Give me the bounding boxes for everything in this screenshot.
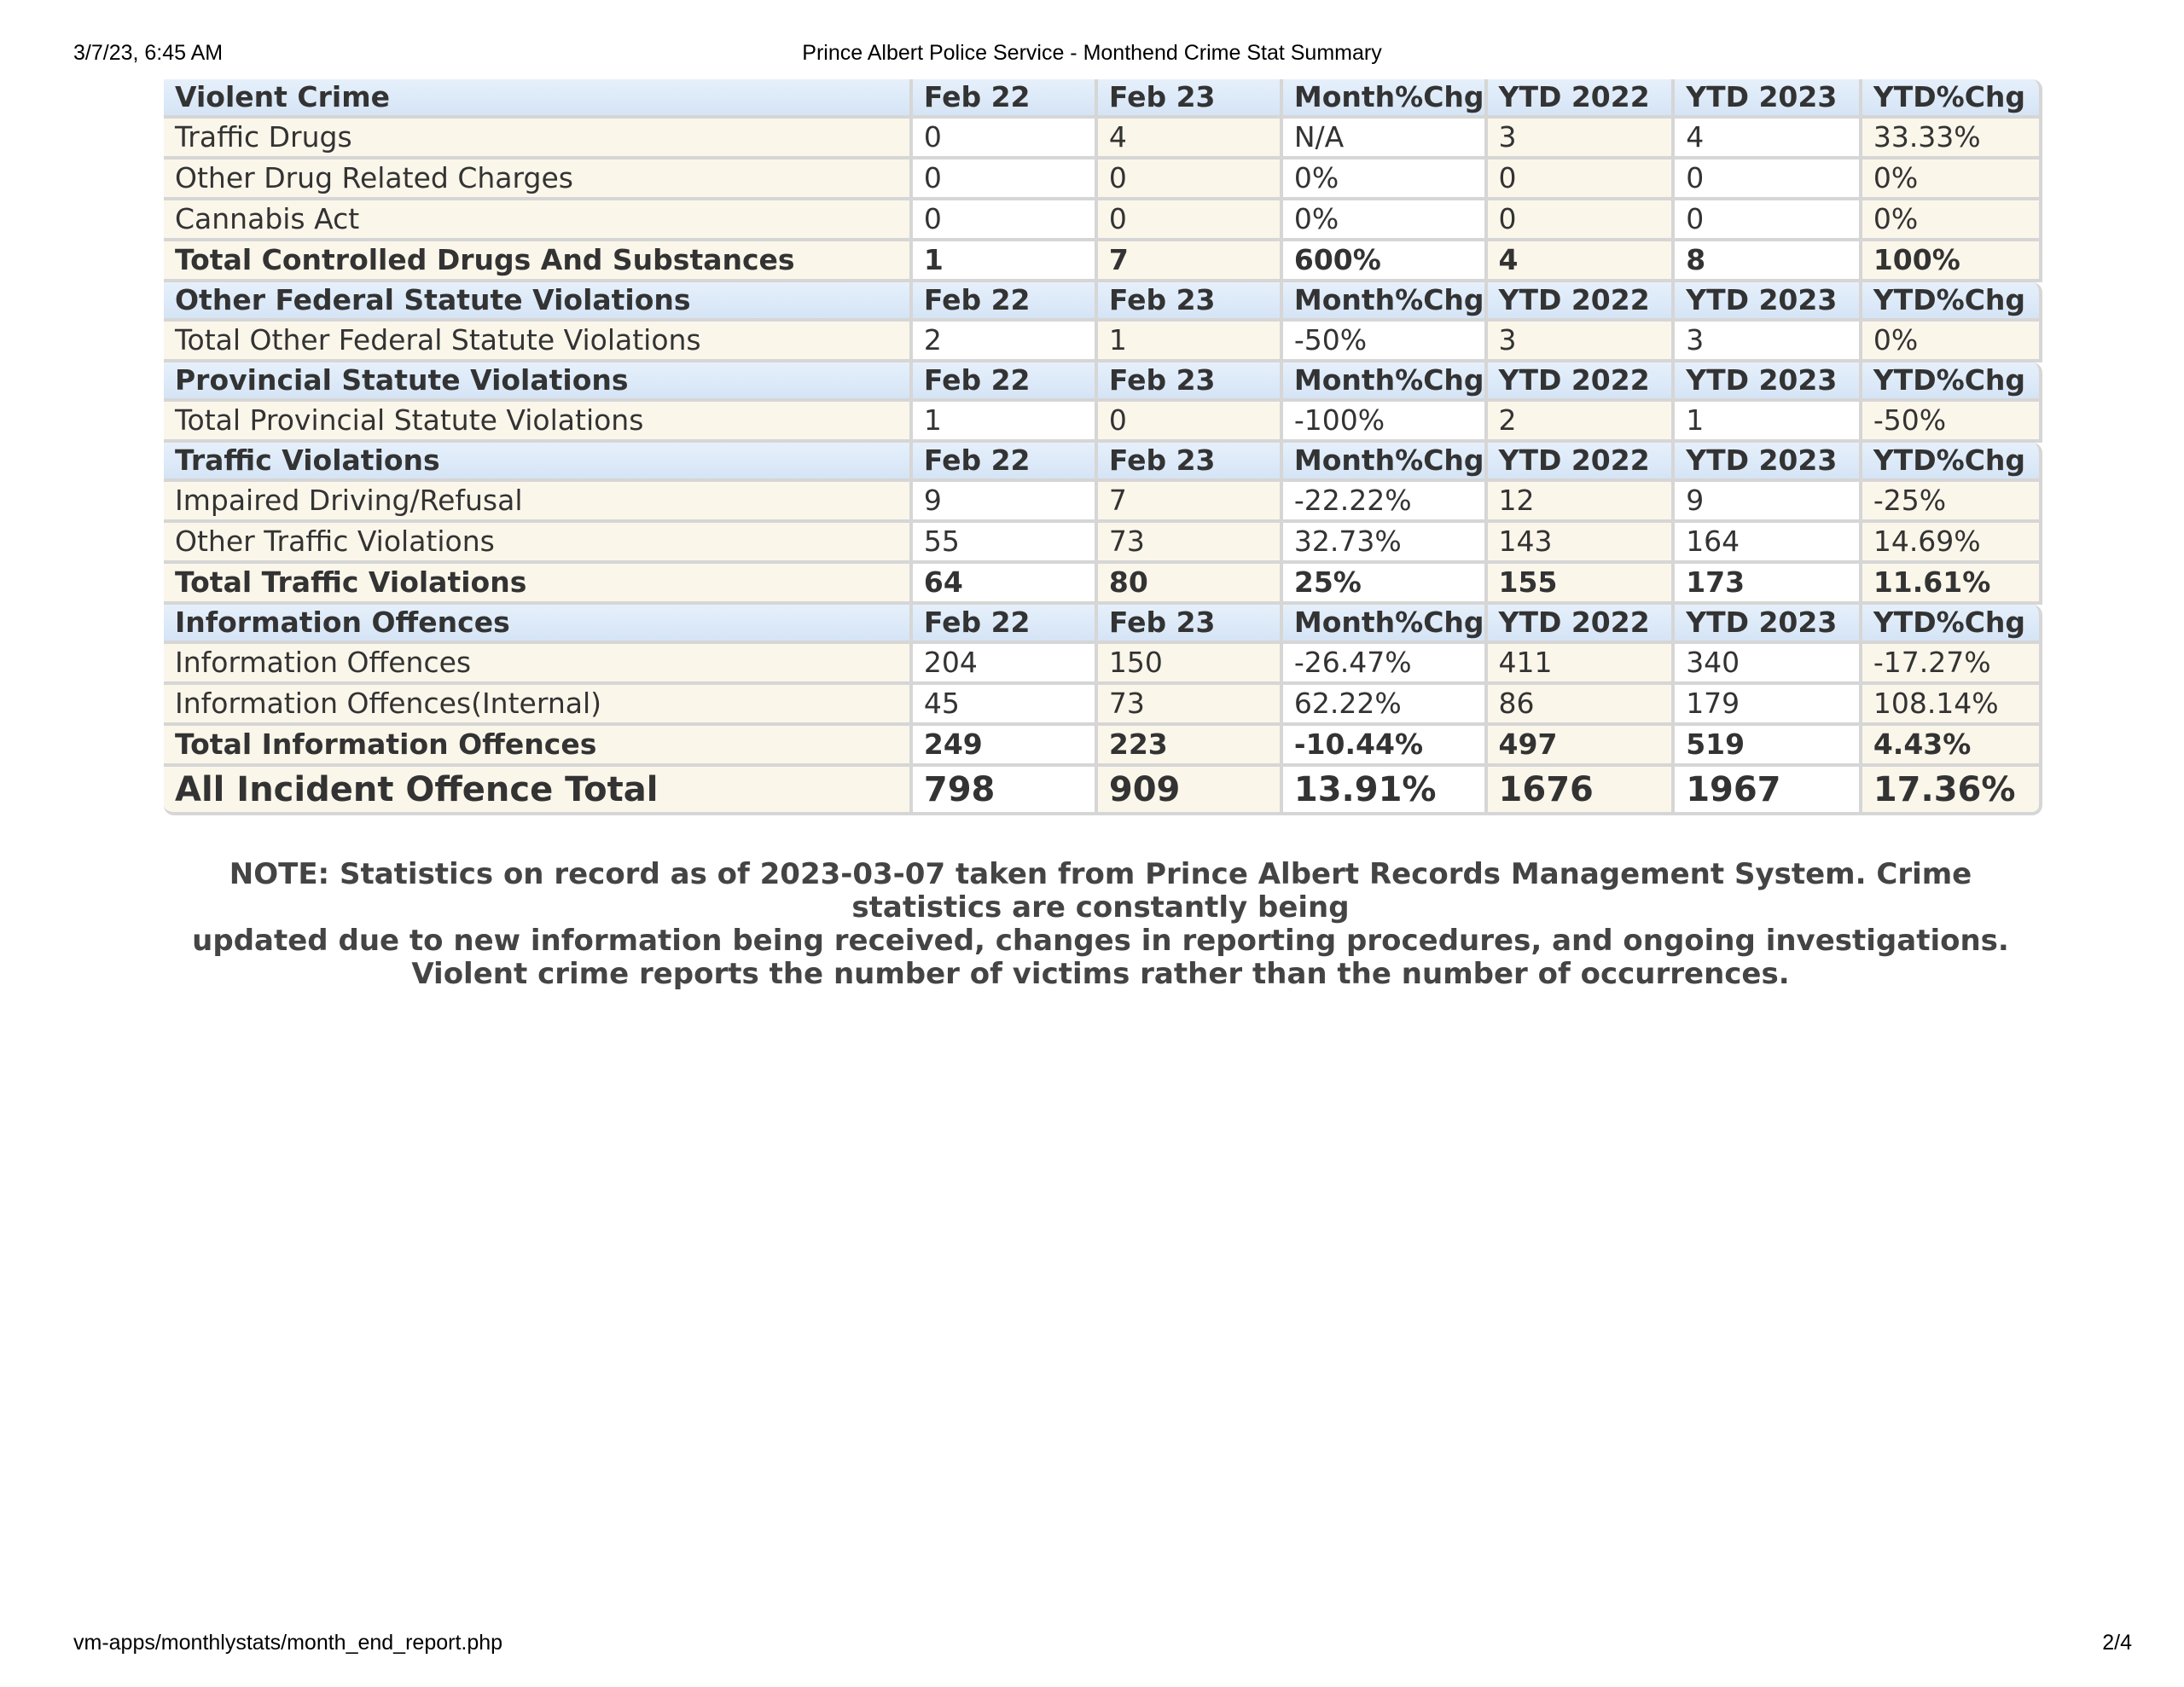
column-header: YTD%Chg	[1862, 443, 2042, 482]
table-cell: 0	[913, 119, 1098, 159]
column-header: YTD 2023	[1675, 443, 1862, 482]
table-cell: 1967	[1675, 767, 1862, 815]
table-cell: 150	[1098, 644, 1283, 685]
table-cell: 33.33%	[1862, 119, 2042, 159]
section-header-row	[164, 605, 2042, 644]
table-cell: 0%	[1862, 159, 2042, 200]
column-header: YTD%Chg	[1862, 282, 2042, 322]
table-cell: 25%	[1283, 564, 1488, 605]
section-title: Violent Crime	[164, 79, 913, 119]
table-cell: 108.14%	[1862, 685, 2042, 726]
table-cell: 11.61%	[1862, 564, 2042, 605]
note-line: Violent crime reports the number of victims rather than the number of occurrences.	[411, 957, 1790, 991]
table-row	[164, 200, 2042, 241]
table-cell: 249	[913, 726, 1098, 767]
table-cell: 17.36%	[1862, 767, 2042, 815]
column-header: YTD 2023	[1675, 282, 1862, 322]
table-cell: 2	[913, 322, 1098, 362]
table-cell: 4	[1675, 119, 1862, 159]
table-cell: 80	[1098, 564, 1283, 605]
total-row	[164, 726, 2042, 767]
table-cell: 519	[1675, 726, 1862, 767]
table-cell: 4	[1488, 241, 1676, 282]
table-cell: -26.47%	[1283, 644, 1488, 685]
row-label: Cannabis Act	[164, 200, 913, 241]
table-cell: 64	[913, 564, 1098, 605]
table-row	[164, 402, 2042, 443]
table-cell: 155	[1488, 564, 1676, 605]
row-label: Total Provincial Statute Violations	[164, 402, 913, 443]
column-header: Feb 22	[913, 282, 1098, 322]
table-cell: 4.43%	[1862, 726, 2042, 767]
row-label: Other Drug Related Charges	[164, 159, 913, 200]
section-header-row	[164, 443, 2042, 482]
row-label: Impaired Driving/Refusal	[164, 482, 913, 523]
table-cell: 0%	[1283, 159, 1488, 200]
table-row	[164, 644, 2042, 685]
table-cell: 45	[913, 685, 1098, 726]
table-cell: 73	[1098, 523, 1283, 564]
row-label: Traffic Drugs	[164, 119, 913, 159]
page-number: 2/4	[2102, 1631, 2132, 1655]
page-title: Prince Albert Police Service - Monthend Crime Stat Summary	[802, 41, 1382, 65]
table-row	[164, 322, 2042, 362]
table-cell: 3	[1675, 322, 1862, 362]
table-cell: 3	[1488, 322, 1676, 362]
table-cell: 73	[1098, 685, 1283, 726]
print-datetime: 3/7/23, 6:45 AM	[73, 41, 224, 65]
row-label: Total Other Federal Statute Violations	[164, 322, 913, 362]
table-cell: 100%	[1862, 241, 2042, 282]
table-cell: 1	[1098, 322, 1283, 362]
column-header: YTD%Chg	[1862, 605, 2042, 644]
column-header: Feb 22	[913, 79, 1098, 119]
table-cell: 2	[1488, 402, 1676, 443]
table-cell: 8	[1675, 241, 1862, 282]
table-row	[164, 523, 2042, 564]
table-cell: 0	[1675, 200, 1862, 241]
grand-total-row	[164, 767, 2042, 815]
table-row	[164, 685, 2042, 726]
section-title: Information Offences	[164, 605, 913, 644]
section-header-row	[164, 282, 2042, 322]
table-cell: 600%	[1283, 241, 1488, 282]
table-cell: 223	[1098, 726, 1283, 767]
table-cell: 143	[1488, 523, 1676, 564]
column-header: Feb 22	[913, 443, 1098, 482]
table-cell: 164	[1675, 523, 1862, 564]
table-cell: 411	[1488, 644, 1676, 685]
table-cell: 798	[913, 767, 1098, 815]
section-title: Provincial Statute Violations	[164, 362, 913, 402]
table-cell: 0%	[1862, 322, 2042, 362]
column-header: Month%Chg	[1283, 605, 1488, 644]
column-header: Feb 22	[913, 605, 1098, 644]
table-cell: 9	[913, 482, 1098, 523]
column-header: YTD 2022	[1488, 79, 1676, 119]
table-cell: 55	[913, 523, 1098, 564]
column-header: YTD 2022	[1488, 605, 1676, 644]
column-header: Feb 23	[1098, 79, 1283, 119]
section-title: Other Federal Statute Violations	[164, 282, 913, 322]
column-header: YTD 2022	[1488, 282, 1676, 322]
note-line: updated due to new information being received, changes in reporting procedures, and ongoing investigations.	[192, 924, 2009, 958]
crime-stats-table-body	[164, 79, 2042, 815]
table-row	[164, 159, 2042, 200]
column-header: Feb 23	[1098, 362, 1283, 402]
table-cell: 497	[1488, 726, 1676, 767]
column-header: YTD 2023	[1675, 79, 1862, 119]
table-cell: N/A	[1283, 119, 1488, 159]
table-cell: -100%	[1283, 402, 1488, 443]
table-cell: 0%	[1283, 200, 1488, 241]
row-label: Information Offences(Internal)	[164, 685, 913, 726]
column-header: YTD%Chg	[1862, 362, 2042, 402]
table-cell: 13.91%	[1283, 767, 1488, 815]
column-header: YTD 2022	[1488, 362, 1676, 402]
section-header-row	[164, 79, 2042, 119]
table-cell: 0	[1488, 159, 1676, 200]
table-cell: 4	[1098, 119, 1283, 159]
table-cell: 909	[1098, 767, 1283, 815]
column-header: Feb 23	[1098, 282, 1283, 322]
column-header: Month%Chg	[1283, 79, 1488, 119]
column-header: YTD 2023	[1675, 605, 1862, 644]
total-row	[164, 564, 2042, 605]
row-label: All Incident Offence Total	[164, 767, 913, 815]
note-line: NOTE: Statistics on record as of 2023-03-07 taken from Prince Albert Records Management System. Crime statistics are constantly being	[229, 857, 1972, 925]
table-cell: 0	[913, 200, 1098, 241]
table-cell: 0	[1098, 159, 1283, 200]
section-title: Traffic Violations	[164, 443, 913, 482]
table-cell: -50%	[1862, 402, 2042, 443]
table-cell: 0	[913, 159, 1098, 200]
column-header: Month%Chg	[1283, 443, 1488, 482]
column-header: Feb 22	[913, 362, 1098, 402]
table-cell: 32.73%	[1283, 523, 1488, 564]
table-cell: 14.69%	[1862, 523, 2042, 564]
page-url: vm-apps/monthlystats/month_end_report.php	[73, 1631, 503, 1655]
table-cell: -17.27%	[1862, 644, 2042, 685]
column-header: YTD%Chg	[1862, 79, 2042, 119]
column-header: Month%Chg	[1283, 362, 1488, 402]
table-cell: 3	[1488, 119, 1676, 159]
section-header-row	[164, 362, 2042, 402]
table-cell: 7	[1098, 482, 1283, 523]
table-cell: -50%	[1283, 322, 1488, 362]
table-row	[164, 482, 2042, 523]
table-cell: 86	[1488, 685, 1676, 726]
table-cell: 1676	[1488, 767, 1676, 815]
table-cell: 204	[913, 644, 1098, 685]
row-label: Total Information Offences	[164, 726, 913, 767]
table-row	[164, 119, 2042, 159]
total-row	[164, 241, 2042, 282]
row-label: Information Offences	[164, 644, 913, 685]
table-cell: 179	[1675, 685, 1862, 726]
table-cell: 0	[1675, 159, 1862, 200]
table-cell: 1	[913, 402, 1098, 443]
column-header: Month%Chg	[1283, 282, 1488, 322]
row-label: Total Traffic Violations	[164, 564, 913, 605]
column-header: Feb 23	[1098, 443, 1283, 482]
table-cell: 9	[1675, 482, 1862, 523]
column-header: YTD 2022	[1488, 443, 1676, 482]
table-cell: 0%	[1862, 200, 2042, 241]
table-cell: 0	[1098, 200, 1283, 241]
table-cell: 1	[913, 241, 1098, 282]
table-cell: 340	[1675, 644, 1862, 685]
table-cell: -10.44%	[1283, 726, 1488, 767]
table-cell: -25%	[1862, 482, 2042, 523]
table-cell: 0	[1098, 402, 1283, 443]
table-cell: 0	[1488, 200, 1676, 241]
column-header: YTD 2023	[1675, 362, 1862, 402]
row-label: Total Controlled Drugs And Substances	[164, 241, 913, 282]
table-cell: 1	[1675, 402, 1862, 443]
table-cell: 173	[1675, 564, 1862, 605]
column-header: Feb 23	[1098, 605, 1283, 644]
table-cell: -22.22%	[1283, 482, 1488, 523]
statistics-note	[154, 858, 2048, 991]
table-cell: 12	[1488, 482, 1676, 523]
table-cell: 7	[1098, 241, 1283, 282]
crime-stats-table	[164, 79, 2042, 815]
table-cell: 62.22%	[1283, 685, 1488, 726]
row-label: Other Traffic Violations	[164, 523, 913, 564]
